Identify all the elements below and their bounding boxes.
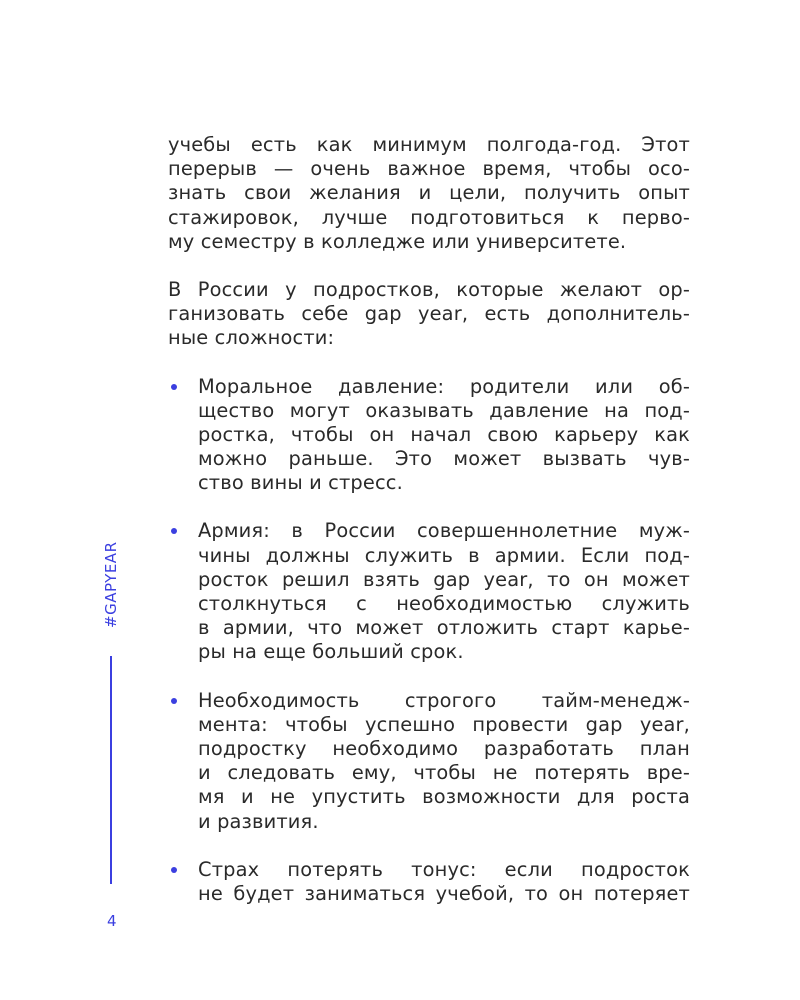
bullet-dot-icon xyxy=(171,384,177,390)
text-line: ганизовать себе gap year, есть дополнитель- xyxy=(168,302,690,326)
text-line: Необходимость строгого тайм-менедж- xyxy=(198,688,690,712)
list-item xyxy=(168,858,690,906)
bullet-dot-icon xyxy=(171,867,177,873)
text-line: и развития. xyxy=(198,809,319,833)
text-line: в армии, что может отложить старт карье- xyxy=(198,616,690,640)
text-line: щество могут оказывать давление на под- xyxy=(198,398,690,422)
text-line: ры на еще больший срок. xyxy=(198,640,464,664)
vertical-accent-rule xyxy=(110,656,112,884)
text-line: В России у подростков, которые желают ор- xyxy=(168,277,690,301)
text-line: знать свои желания и цели, получить опыт xyxy=(168,181,690,205)
text-line: и следовать ему, чтобы не потерять вре- xyxy=(198,761,690,785)
body-text xyxy=(168,133,690,930)
russia-paragraph xyxy=(168,278,690,351)
text-line: ростка, чтобы он начал свою карьеру как xyxy=(198,422,690,446)
text-line: росток решил взять gap year, то он может xyxy=(198,567,690,591)
list-item xyxy=(168,689,690,834)
text-line: мента: чтобы успешно провести gap year, xyxy=(198,712,690,736)
text-line: Страх потерять тонус: если подросток xyxy=(198,857,690,881)
text-line: не будет заниматься учебой, то он потеряет xyxy=(198,881,690,905)
text-line: столкнуться с необходимостью служить xyxy=(198,592,690,615)
text-line: можно раньше. Это может вызвать чув- xyxy=(198,447,690,471)
text-line: подростку необходимо разработать план xyxy=(198,736,690,760)
difficulties-list xyxy=(168,375,690,907)
list-item xyxy=(168,375,690,496)
text-line: чины должны служить в армии. Если под- xyxy=(198,543,690,567)
text-line: Моральное давление: родители или об- xyxy=(198,374,690,398)
text-line: учебы есть как минимум полгода-год. Этот xyxy=(168,133,690,156)
text-line: мя и не упустить возможности для роста xyxy=(198,785,690,809)
text-line: му семестру в колледже или университете. xyxy=(168,229,627,253)
bullet-dot-icon xyxy=(171,528,177,534)
text-line: перерыв — очень важное время, чтобы осо- xyxy=(168,157,690,181)
text-line: ные сложности: xyxy=(168,326,335,350)
text-line: Армия: в России совершеннолетние муж- xyxy=(198,519,690,543)
intro-paragraph xyxy=(168,133,690,254)
list-item xyxy=(168,519,690,664)
page-number: 4 xyxy=(107,912,117,930)
gapyear-side-tag: #GAPYEAR xyxy=(102,541,120,628)
text-line: стажировок, лучше подготовиться к перво- xyxy=(168,205,690,229)
bullet-dot-icon xyxy=(171,698,177,704)
text-line: ство вины и стресс. xyxy=(198,471,403,495)
